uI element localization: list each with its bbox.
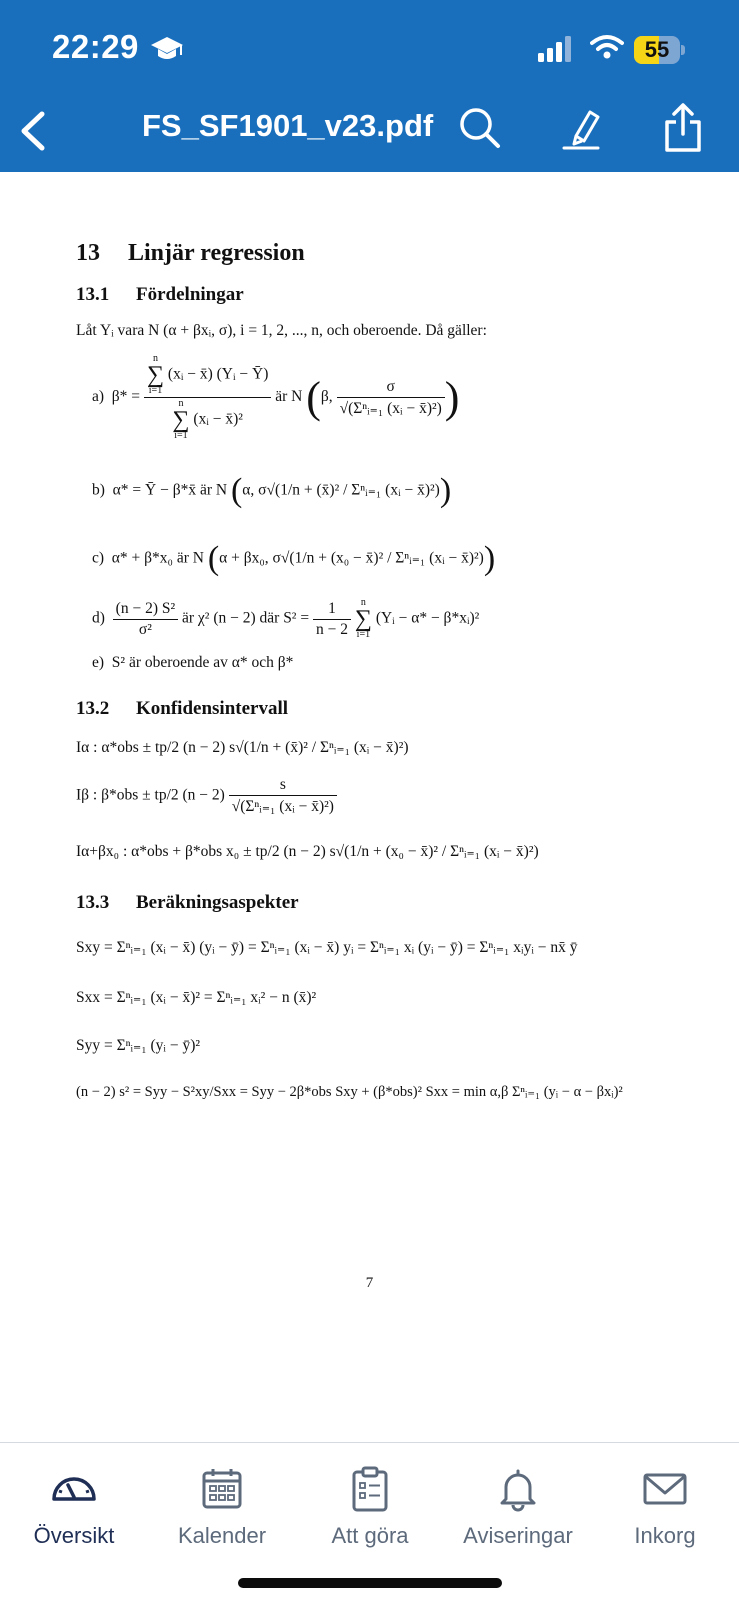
item-a: a) β* = n ∑ i=1 (xᵢ − x̄) (Yᵢ − Ȳ) n ∑ i=1 (xᵢ − x̄)² är N (β, $\frac{\sigma}{\text{√(Σⁿᵢ₌₁ (xᵢ − x̄)²)}}$ ) — [92, 353, 460, 441]
interval-mean: Iα+βx₀ : α*obs + β*obs x₀ ± tp/2 (n − 2) s√(1/n + (x₀ − x̄)² / Σⁿᵢ₌₁ (xᵢ − x̄)²) — [76, 843, 539, 860]
chevron-left-icon[interactable] — [14, 106, 54, 156]
interval-beta: Iβ : β*obs ± tp/2 (n − 2) $\frac{s}{\text{√(Σⁿᵢ₌₁ (xᵢ − x̄)²)}}$ — [76, 776, 337, 816]
tab-inkorg[interactable] — [591, 1443, 739, 1563]
tab-label: Översikt — [33, 1523, 115, 1548]
bell-icon — [494, 1465, 542, 1513]
tab-kalender[interactable] — [148, 1443, 296, 1563]
section-title: Linjär regression — [128, 240, 305, 266]
tab-aviseringar[interactable] — [444, 1443, 592, 1563]
pdf-page[interactable] — [0, 172, 739, 1440]
formula-s2: (n − 2) s² = Syy − S²xy/Sxx = Syy − 2β*obs Sxy + (β*obs)² Sxx = min α,β Σⁿᵢ₌₁ (yᵢ − α − βxᵢ)² — [76, 1084, 623, 1100]
item-d: d) $\frac{\text{(n − 2) S²}}{\text{σ²}}$ är χ² (n − 2) där S² = $\frac{1}{n - 2}$ n ∑ i=1 (Yᵢ − α* − β*xᵢ)² — [92, 597, 480, 640]
formula-sxy: Sxy = Σⁿᵢ₌₁ (xᵢ − x̄) (yᵢ − ȳ) = Σⁿᵢ₌₁ (xᵢ − x̄) yᵢ = Σⁿᵢ₌₁ xᵢ (yᵢ − ȳ) = Σⁿᵢ₌₁ xᵢyᵢ − nx̄ ȳ — [76, 939, 578, 956]
formula-sxx: Sxx = Σⁿᵢ₌₁ (xᵢ − x̄)² = Σⁿᵢ₌₁ xᵢ² − n (x̄)² — [76, 989, 317, 1006]
status-time: 22:29 — [52, 28, 139, 65]
tab-oversikt[interactable] — [0, 1443, 148, 1563]
tab-att-gora[interactable] — [296, 1443, 444, 1563]
top-bar — [0, 0, 739, 172]
intro-text: Låt Yᵢ vara N (α + βxᵢ, σ), i = 1, 2, ..., n, och oberoende. Då gäller: — [76, 322, 487, 339]
document-title: FS_SF1901_v23.pdf — [142, 108, 434, 143]
tab-label: Aviseringar — [463, 1523, 573, 1548]
dashboard-gauge-icon — [50, 1465, 98, 1513]
section-number: 13 — [76, 240, 100, 266]
cellular-signal-icon — [538, 36, 574, 62]
wifi-icon — [590, 34, 624, 60]
tab-label: Inkorg — [634, 1523, 696, 1548]
highlighter-icon[interactable] — [562, 106, 602, 152]
formula-syy: Syy = Σⁿᵢ₌₁ (yᵢ − ȳ)² — [76, 1037, 201, 1054]
subsection-heading-fordelningar: 13.1 Fördelningar — [76, 284, 244, 305]
calendar-icon — [198, 1465, 246, 1513]
battery-level-text: 55 — [644, 37, 670, 62]
graduation-cap-icon — [150, 34, 184, 64]
page-number: 7 — [365, 1275, 374, 1291]
interval-alpha: Iα : α*obs ± tp/2 (n − 2) s√(1/n + (x̄)² / Σⁿᵢ₌₁ (xᵢ − x̄)²) — [76, 739, 409, 756]
item-b: b) α* = Ȳ − β*x̄ är N (α, σ√(1/n + (x̄)² / Σⁿᵢ₌₁ (xᵢ − x̄)²)) — [92, 472, 452, 509]
envelope-icon — [641, 1465, 689, 1513]
home-indicator — [238, 1578, 502, 1588]
search-icon[interactable] — [458, 106, 502, 150]
section-heading — [76, 240, 305, 267]
tab-label: Kalender — [177, 1523, 267, 1548]
clipboard-list-icon — [346, 1465, 394, 1513]
item-e: e) S² är oberoende av α* och β* — [92, 654, 294, 671]
battery-indicator — [634, 36, 684, 64]
subsection-heading-berakningsaspekter: 13.3 Beräkningsaspekter — [76, 892, 299, 913]
share-icon[interactable] — [662, 102, 704, 154]
item-c: c) α* + β*x₀ är N (α + βx₀, σ√(1/n + (x₀ − x̄)² / Σⁿᵢ₌₁ (xᵢ − x̄)²)) — [92, 540, 496, 577]
tab-label: Att göra — [331, 1523, 409, 1548]
subsection-heading-konfidensintervall: 13.2 Konfidensintervall — [76, 698, 289, 719]
